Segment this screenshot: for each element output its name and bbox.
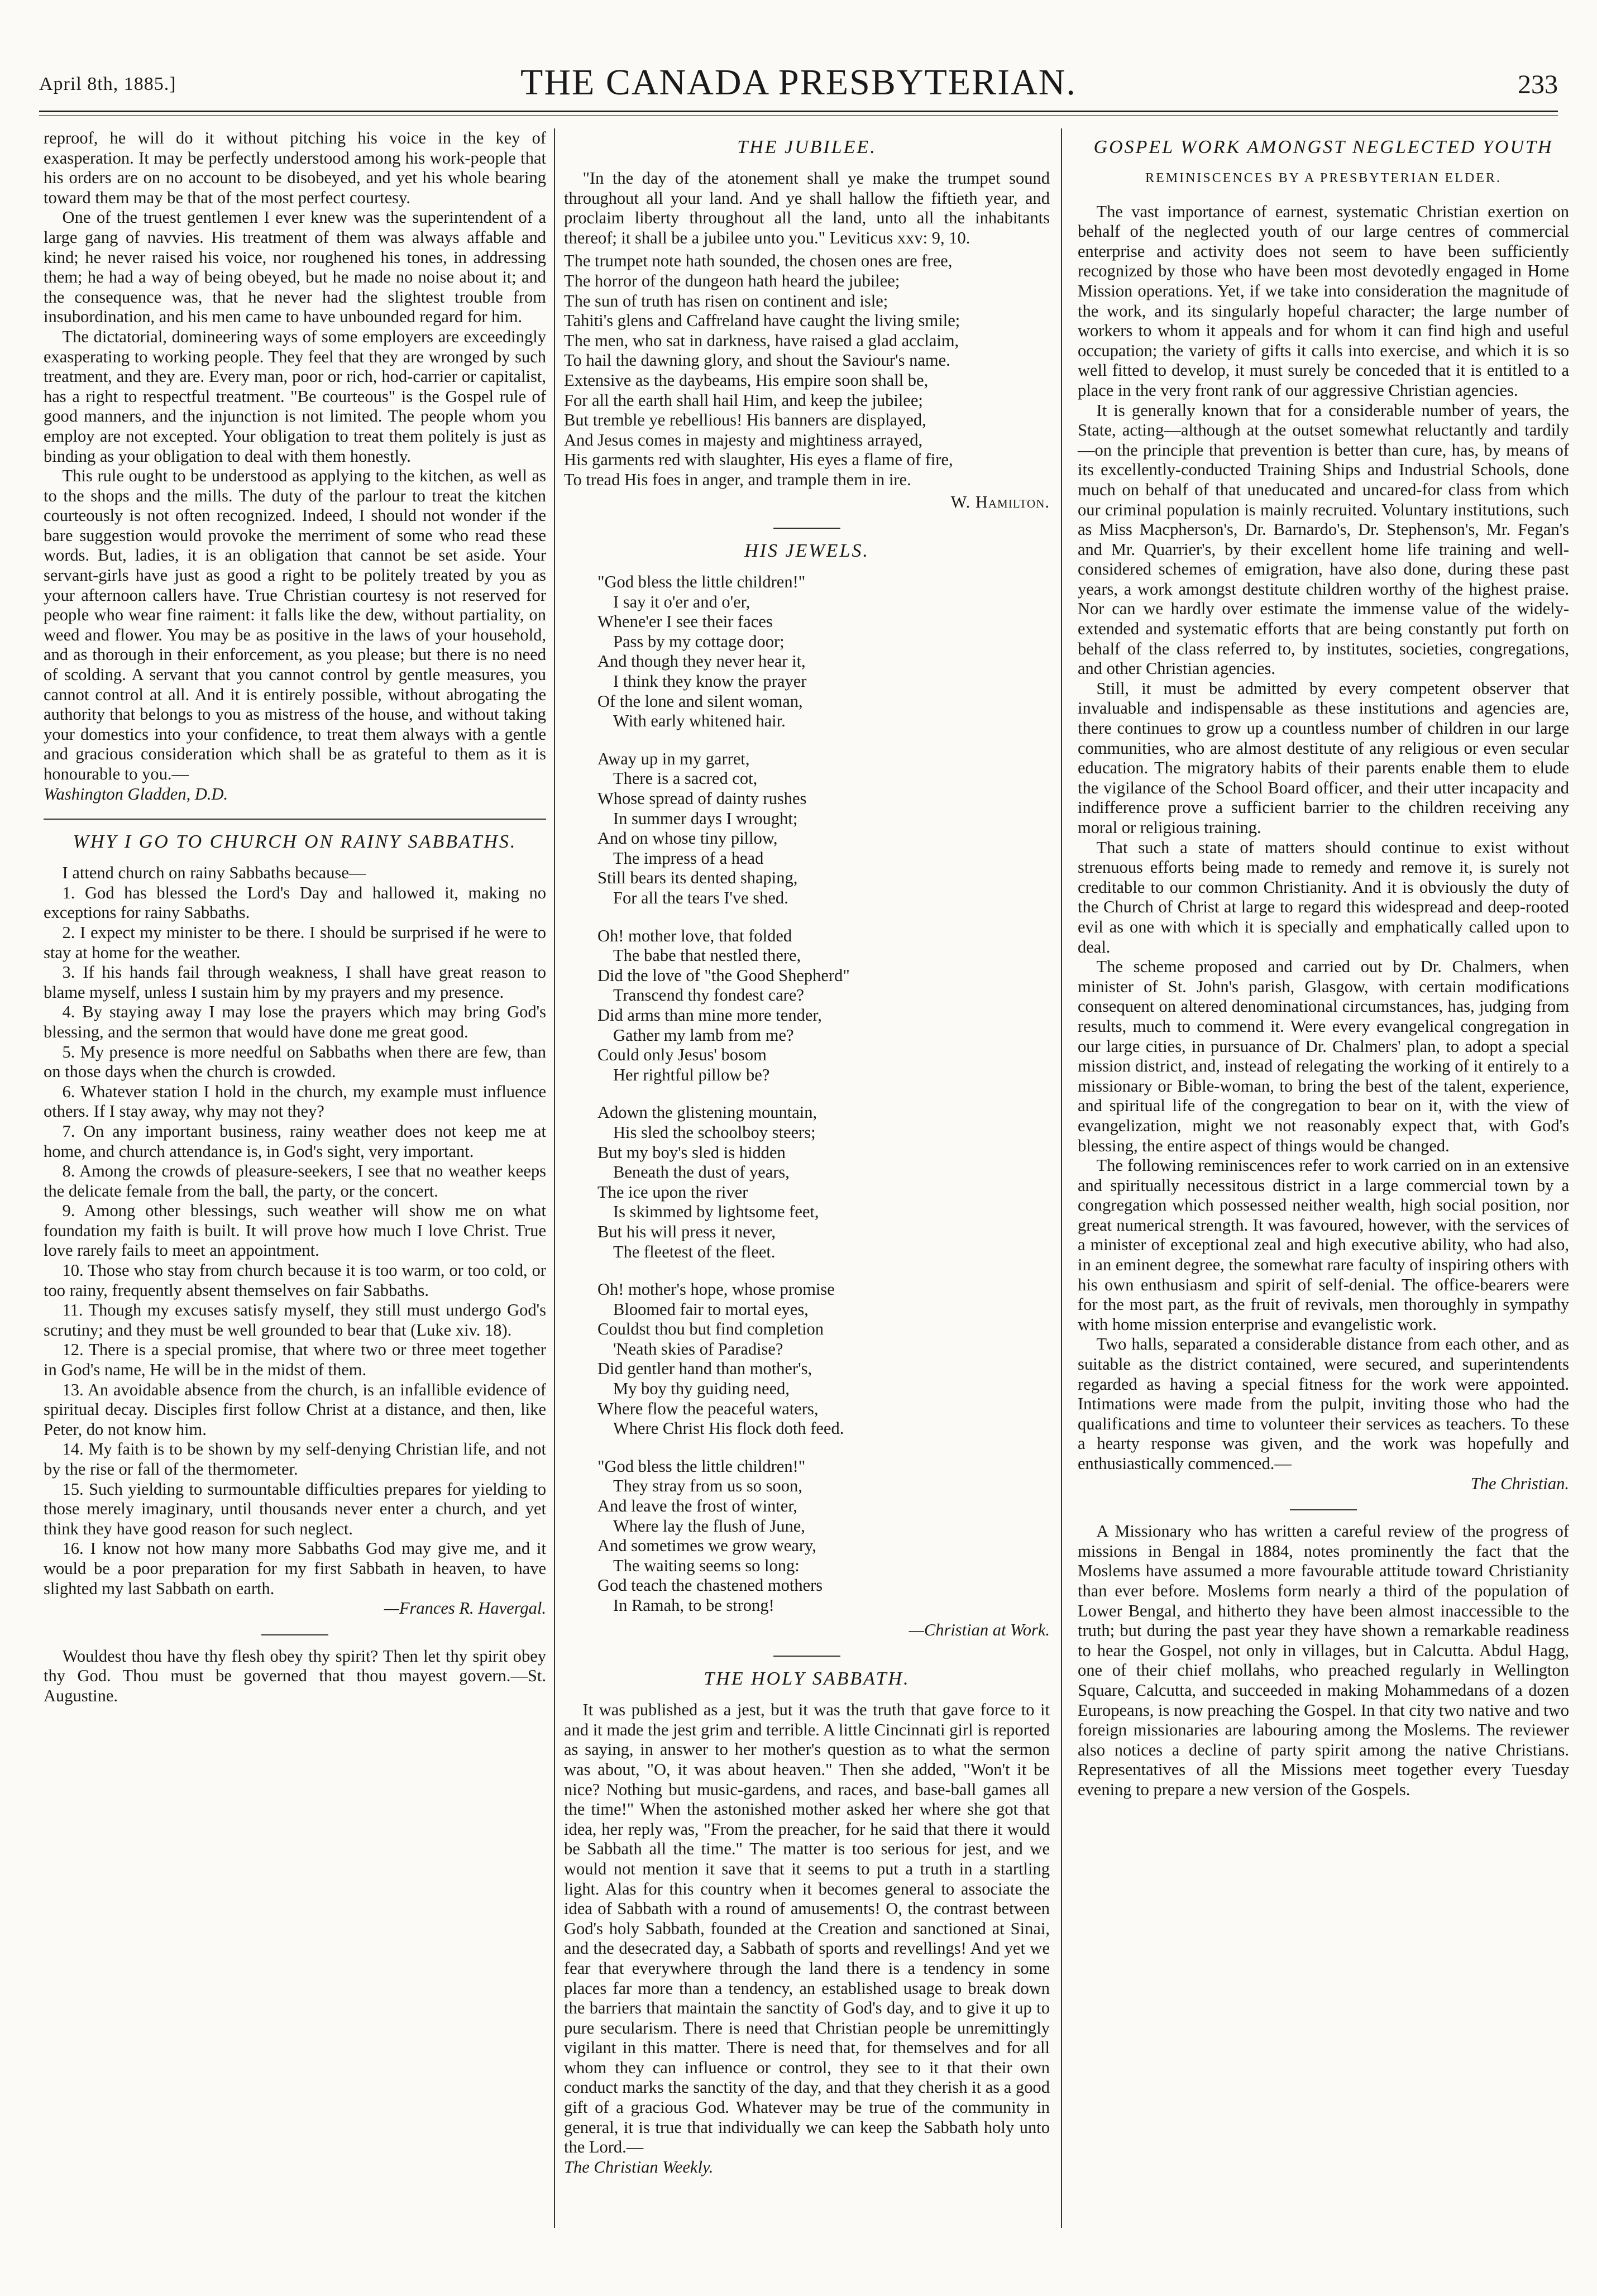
article-attribution: —Frances R. Havergal.	[384, 1599, 546, 1618]
verse-line: Gather my lamb from me?	[613, 1025, 794, 1045]
section-rule	[44, 819, 546, 820]
verse-line: The trumpet note hath sounded, the chosen ones are free,	[564, 251, 953, 271]
masthead-rule-thin	[39, 115, 1558, 116]
verse-line: The fleetest of the fleet.	[613, 1242, 776, 1261]
list-item: 10. Those who stay from church because it is too warm, or too cold, or too rainy, frequently absent themselves on fair Sabbaths.	[44, 1261, 546, 1300]
verse-line: Whene'er I see their faces	[597, 612, 773, 632]
list-item: 5. My presence is more needful on Sabbaths when there are few, than on those days when the church is crowded.	[44, 1042, 546, 1082]
column-divider	[1061, 128, 1062, 2228]
article-heading: THE HOLY SABBATH.	[704, 1668, 910, 1690]
verse-line: The ice upon the river	[597, 1182, 748, 1202]
section-rule	[773, 528, 840, 529]
verse-line: In summer days I wrought;	[613, 809, 798, 828]
verse-line: Her rightful pillow be?	[613, 1065, 770, 1084]
verse-line: The impress of a head	[613, 848, 764, 868]
verse-line: "God bless the little children!"	[597, 572, 806, 592]
verse-line: I think they know the prayer	[613, 672, 807, 691]
verse-line: Tahiti's glens and Caffreland have caught the living smile;	[564, 311, 960, 331]
verse-line: The men, who sat in darkness, have raised a glad acclaim,	[564, 331, 959, 350]
article-paragraph: Still, it must be admitted by every competent observer that invaluable and indispensable as these institutions and agencies are, there continues to grow up a countless number of children in our large communities, who are almost destitute of any religious or even secular education. The migratory habits of their parents enable them to elude the vigilance of the School Board officer, and their utter incapacity and indifference prove a sufficient barrier to the children receiving any moral or religious training.	[1078, 678, 1569, 837]
newspaper-title: THE CANADA PRESBYTERIAN.	[520, 62, 1077, 103]
column-right	[1078, 128, 1569, 1800]
verse-line: God teach the chastened mothers	[597, 1576, 823, 1595]
verse-line: Adown the glistening mountain,	[597, 1103, 817, 1122]
article-paragraph: The dictatorial, domineering ways of some employers are exceedingly exasperating to working people. They feel that they are wronged by such treatment, and they are. Every man, poor or rich, hod-carrier or capitalist, has a right to respectful treatment. "Be courteous" is the Gospel rule of good manners, and the injunction is not limited. The people whom you employ are not excepted. Your obligation to treat them politely is just as binding as your obligation to deal with them honestly.	[44, 327, 546, 466]
verse-line: With early whitened hair.	[613, 711, 786, 731]
verse-line: Did arms than mine more tender,	[597, 1005, 822, 1025]
verse-line: Bloomed fair to mortal eyes,	[613, 1299, 809, 1319]
verse-line: Couldst thou but find completion	[597, 1319, 824, 1339]
poem-attribution: —Christian at Work.	[909, 1620, 1050, 1639]
article-intro: I attend church on rainy Sabbaths because—	[62, 863, 366, 883]
jewels-poem	[597, 572, 1050, 1616]
poem-heading: THE JUBILEE.	[737, 137, 877, 157]
verse-line: And though they never hear it,	[597, 652, 806, 671]
verse-line: And leave the frost of winter,	[597, 1496, 797, 1516]
article-heading: GOSPEL WORK AMONGST NEGLECTED YOUTH	[1093, 137, 1553, 157]
verse-line: Did gentler hand than mother's,	[597, 1359, 812, 1379]
verse-line: His garments red with slaughter, His eyes a flame of fire,	[564, 450, 953, 470]
section-rule	[1290, 1509, 1357, 1510]
list-item: 7. On any important business, rainy weather does not keep me at home, and church attendance is, in God's sight, very important.	[44, 1121, 546, 1161]
list-item: 1. God has blessed the Lord's Day and hallowed it, making no exceptions for rainy Sabbaths.	[44, 883, 546, 922]
verse-line: Could only Jesus' bosom	[597, 1045, 767, 1065]
article-paragraph: It is generally known that for a considerable number of years, the State, acting—although at the outset somewhat reluctantly and tardily—on the principle that prevention is better than cure, has, by means of its excellently-conducted Training Ships and Industrial Schools, done much on behalf of that uneducated and uncared-for class from which our criminal population is mainly recruited. Voluntary institutions, such as Miss Macpherson's, Dr. Barnardo's, Dr. Stephenson's, Mr. Fegan's and Mr. Quarrier's, by their excellent home life training and well-considered schemes of emigration, have also done, during these past years, a work amongst destitute children worthy of the highest praise. Nor can we hardly over estimate the immense value of the widely-extended and systematic efforts that are being constantly put forth on behalf of the class referred to, by institutes, societies, congregations, and other Christian agencies.	[1078, 400, 1569, 678]
article-paragraph: The vast importance of earnest, systematic Christian exertion on behalf of the neglected youth of our large centres of commercial enterprise and activity does not seem to have been sufficiently recognized by those who have been most devotedly engaged in Home Mission operations. Yet, if we take into consideration the magnitude of the work, and its singularly hopeful character; the large number of workers to whom it appeals and for whom it can find high and useful occupation; the variety of gifts it calls into exercise, and which it is so well fitted to develop, it must surely be conceded that it is entitled to a place in the very front rank of our aggressive Christian agencies.	[1078, 202, 1569, 400]
poem-heading: HIS JEWELS.	[744, 540, 869, 562]
list-item: 8. Among the crowds of pleasure-seekers, I see that no weather keeps the delicate female from the ball, the party, or the concert.	[44, 1161, 546, 1200]
stanza	[597, 572, 1050, 731]
article-paragraph: reproof, he will do it without pitching his voice in the key of exasperation. It may be perfectly understood among his work-people that his orders are on no account to be disobeyed, and yet his whole bearing toward them may be that of the most perfect courtesy.	[44, 128, 546, 207]
verse-line: The waiting seems so long:	[613, 1556, 800, 1575]
article-paragraph: The scheme proposed and carried out by Dr. Chalmers, when minister of St. John's parish, Glasgow, with certain modifications consequent on altered denominational circumstances, has, judging from results, much to commend it. Were every evangelical congregation in our large cities, in pursuance of Dr. Chalmers' plan, to adopt a special mission district, and, instead of relegating the working of it entirely to a missionary or Bible-woman, to bring the best of the talent, experience, and spiritual life of the congregation to bear on it, with the view of evangelization, might we not reasonably expect that, with God's blessing, the entire aspect of things would be changed.	[1078, 957, 1569, 1155]
list-item: 4. By staying away I may lose the prayers which may bring God's blessing, and the sermon that would have done me great good.	[44, 1002, 546, 1041]
stanza	[597, 1457, 1050, 1616]
article-subheading: REMINISCENCES BY A PRESBYTERIAN ELDER.	[1145, 171, 1502, 185]
verse-line: My boy thy guiding need,	[613, 1379, 790, 1399]
verse-line: For all the earth shall hail Him, and keep the jubilee;	[564, 390, 923, 410]
column-divider	[554, 128, 555, 2228]
article-paragraph: The following reminiscences refer to work carried on in an extensive and spiritually necessitous district in a large commercial town by a congregation which possessed neither wealth, high social position, nor great numerical strength. It was favoured, however, with the services of a minister of exceptional zeal and high executive ability, who had also, in an eminent degree, the somewhat rare faculty of inspiring others with his own enthusiasm and spirit of self-denial. The office-bearers were for the most part, as the fruit of revivals, men thoroughly in sympathy with home mission enterprise and evangelistic work.	[1078, 1156, 1569, 1334]
stanza	[597, 1280, 1050, 1439]
article-heading: WHY I GO TO CHURCH ON RAINY SABBATHS.	[73, 831, 517, 853]
article-paragraph: Two halls, separated a considerable distance from each other, and as suitable as the district contained, were secured, and superintendents regarded as having a special fitness for the work were appointed. Intimations were made from the pulpit, inviting those who had the qualifications and time to volunteer their services as teachers. To these a hearty response was given, and the work was hopefully and enthusiastically commenced.—	[1078, 1334, 1569, 1473]
verse-line: But his will press it never,	[597, 1222, 776, 1241]
list-item: 2. I expect my minister to be there. I should be surprised if he were to stay at home for the weather.	[44, 922, 546, 962]
verse-line: "God bless the little children!"	[597, 1456, 806, 1476]
verse-line: Of the lone and silent woman,	[597, 691, 803, 711]
article-attribution: The Christian Weekly.	[564, 2157, 714, 2177]
article-paragraph: This rule ought to be understood as applying to the kitchen, as well as to the shops and the mills. The duty of the parlour to treat the kitchen courteously is not often recognized. Indeed, I should not wonder if the bare suggestion would provoke the merriment of some who read these words. But, ladies, it is an obligation that cannot be set aside. Your servant-girls have just as good a right to be politely treated by you as your afternoon callers have. True Christian courtesy is not reserved for people who wear fine raiment: it falls like the dew, without partiality, on weed and flower. You may be as positive in the laws of your household, and as thorough in their enforcement, as you please; but there is no need of scolding. A servant that you cannot control by gentle measures, you cannot control at all. And it is entirely possible, without abrogating the authority that belongs to you as mistress of the house, and without taking your domestics into your confidence, to treat them always with a gentle and gracious consideration which shall be as grateful to them as it is honourable to you.—	[44, 466, 546, 783]
verse-line: There is a sacred cot,	[613, 769, 758, 788]
verse-line: Extensive as the daybeams, His empire soon shall be,	[564, 370, 929, 390]
stanza	[597, 926, 1050, 1085]
verse-line: The horror of the dungeon hath heard the jubilee;	[564, 271, 900, 290]
article-paragraph: It was published as a jest, but it was the truth that gave force to it and it made the jest grim and terrible. A little Cincinnati girl is reported as saying, in answer to her mother's question as to what the sermon was about, "O, it was about heaven." Then she added, "Won't it be nice? Nothing but music-gardens, and races, and base-ball games all the time!" When the astonished mother asked her where she got that idea, her reply was, "From the preacher, for he said that there it would be Sabbath all the time." The matter is too serious for jest, and we would not mention it save that it seems to put a truth in a startling light. Alas for this country when it becomes general to associate the idea of Sabbath with a round of amusements! O, the contrast between God's holy Sabbath, founded at the Creation and sanctioned at Sinai, and the desecrated day, a Sabbath of sports and revellings! And yet we fear that everywhere through the land there is a tendency in some places far more than a tendency, an established usage to break down the barriers that maintain the sanctity of God's day, and to give it up to pure secularism. There is need that Christian people be unremittingly vigilant in this matter. There is need that, for themselves and for all whom they can influence or control, they see to it that their own conduct marks the sanctity of the day, and that they cherish it as a good gift of a gracious God. Whatever may be true of the community in general, it is true that individually we can keep the Sabbath holy unto the Lord.—	[564, 1700, 1050, 2157]
section-rule	[773, 1656, 840, 1657]
verse-line: To tread His foes in anger, and trample them in ire.	[564, 470, 911, 489]
list-item: 6. Whatever station I hold in the church, my example must influence others. If I stay away, why may not they?	[44, 1082, 546, 1121]
section-rule	[261, 1634, 328, 1635]
column-middle	[564, 128, 1050, 2177]
verse-line: And on whose tiny pillow,	[597, 829, 778, 848]
continued-article	[44, 128, 546, 804]
article-paragraph: One of the truest gentlemen I ever knew was the superintendent of a large gang of navvies. His treatment of them was always affable and kind; he never raised his voice, nor roughened his tones, in addressing them; he had a way of being obeyed, but he made no noise about it; and the consequence was, that he never had the slightest trouble from insubordination, and his men came to have unbounded regard for him.	[44, 208, 546, 327]
list-item: 3. If his hands fail through weakness, I shall have great reason to blame myself, unless I sustain him by my prayers and my presence.	[44, 963, 546, 1002]
verse-line: Where lay the flush of June,	[613, 1516, 805, 1536]
verse-line: And sometimes we grow weary,	[597, 1536, 816, 1556]
stanza	[597, 749, 1050, 908]
list-item: 9. Among other blessings, such weather will show me on what foundation my faith is built. It will prove how much I love Christ. True love rarely fails to meet an appointment.	[44, 1201, 546, 1260]
verse-line: His sled the schoolboy steers;	[613, 1122, 816, 1142]
list-item: 16. I know not how many more Sabbaths God may give me, and it would be a poor preparation for my first Sabbath in heaven, to have slighted my last Sabbath on earth.	[44, 1539, 546, 1598]
verse-line: And Jesus comes in majesty and mightiness arrayed,	[564, 430, 923, 449]
verse-line: Transcend thy fondest care?	[613, 986, 804, 1005]
scripture-quote: "In the day of the atonement shall ye make the trumpet sound throughout all your land. And ye shall hallow the fiftieth year, and proclaim liberty throughout all the land, unto all the inhabitants thereof; it shall be a jubilee unto you." Leviticus xxv: 9, 10.	[564, 169, 1050, 247]
verse-line: Did the love of "the Good Shepherd"	[597, 965, 850, 985]
verse-line: To hail the dawning glory, and shout the Saviour's name.	[564, 351, 950, 370]
reasons-list	[44, 883, 546, 1599]
column-left	[44, 128, 546, 1706]
verse-line: Is skimmed by lightsome feet,	[613, 1202, 819, 1222]
verse-line: In Ramah, to be strong!	[613, 1596, 774, 1615]
verse-line: Still bears its dented shaping,	[597, 868, 798, 888]
list-item: 14. My faith is to be shown by my self-denying Christian life, and not by the rise or fall of the thermometer.	[44, 1439, 546, 1479]
verse-line: 'Neath skies of Paradise?	[613, 1339, 783, 1359]
issue-date: April 8th, 1885.]	[39, 74, 176, 94]
jubilee-verse	[564, 251, 1050, 490]
verse-line: Where Christ His flock doth feed.	[613, 1419, 844, 1438]
verse-line: Oh! mother's hope, whose promise	[597, 1280, 835, 1299]
list-item: 11. Though my excuses satisfy myself, they still must undergo God's scrutiny; and they must be well grounded to bear that (Luke xiv. 18).	[44, 1300, 546, 1340]
masthead	[39, 45, 1558, 117]
poem-attribution: W. Hamilton.	[950, 492, 1050, 511]
article-paragraph: That such a state of matters should continue to exist without strenuous efforts being made to remedy and remove it, is surely not creditable to our common Christianity. And it is obviously the duty of the Church of Christ at large to regard this widespread and deep-rooted evil as one with which it is specially and emphatically called upon to deal.	[1078, 838, 1569, 956]
article-attribution: Washington Gladden, D.D.	[44, 784, 228, 803]
list-item: 15. Such yielding to surmountable difficulties prepares for yielding to those merely imaginary, until thousands never enter a church, and yet think they have good reason for such neglect.	[44, 1479, 546, 1538]
list-item: 12. There is a special promise, that where two or three meet together in God's name, He will be in the midst of them.	[44, 1340, 546, 1380]
stanza	[597, 1103, 1050, 1262]
verse-line: They stray from us so soon,	[613, 1476, 802, 1496]
verse-line: The babe that nestled there,	[613, 946, 801, 965]
page-number: 233	[1518, 70, 1558, 99]
verse-line: Away up in my garret,	[597, 749, 750, 768]
augustine-quote: Wouldest thou have thy flesh obey thy spirit? Then let thy spirit obey thy God. Thou must be governed that thou mayest govern.—St. Augustine.	[44, 1646, 546, 1705]
verse-line: Whose spread of dainty rushes	[597, 789, 807, 809]
verse-line: But tremble ye rebellious! His banners are displayed,	[564, 410, 926, 430]
verse-line: Where flow the peaceful waters,	[597, 1399, 819, 1418]
missionary-note: A Missionary who has written a careful review of the progress of missions in Bengal in 1884, notes prominently the fact that the Moslems have assumed a more favourable attitude toward Christianity than ever before. Moslems form nearly a third of the population of Lower Bengal, and hitherto they have been almost inaccessible to the truth; but during the past year they have shown a remarkable readiness to hear the Gospel, not only in villages, but in Calcutta. Abdul Hagg, one of their chief mollahs, who preached regularly in Wellington Square, Calcutta, and succeeded in making Mohammedans of a dozen Europeans, is now preaching the Gospel. In that city two native and two foreign missionaries are labouring among the Moslems. The reviewer also notices a decline of party spirit among the native Christians. Representatives of all the Missions meet together every Tuesday evening to prepare a new version of the Gospels.	[1078, 1522, 1569, 1799]
verse-line: Oh! mother love, that folded	[597, 926, 792, 945]
verse-line: I say it o'er and o'er,	[613, 592, 750, 611]
verse-line: The sun of truth has risen on continent and isle;	[564, 291, 888, 310]
verse-line: Pass by my cottage door;	[613, 632, 785, 651]
masthead-rule	[39, 111, 1558, 112]
article-attribution: The Christian.	[1470, 1474, 1569, 1493]
verse-line: Beneath the dust of years,	[613, 1163, 790, 1182]
verse-line: For all the tears I've shed.	[613, 888, 788, 907]
list-item: 13. An avoidable absence from the church, is an infallible evidence of spiritual decay. Disciples first follow Christ at a distance, and then, like Peter, do not know him.	[44, 1380, 546, 1439]
verse-line: But my boy's sled is hidden	[597, 1142, 786, 1162]
